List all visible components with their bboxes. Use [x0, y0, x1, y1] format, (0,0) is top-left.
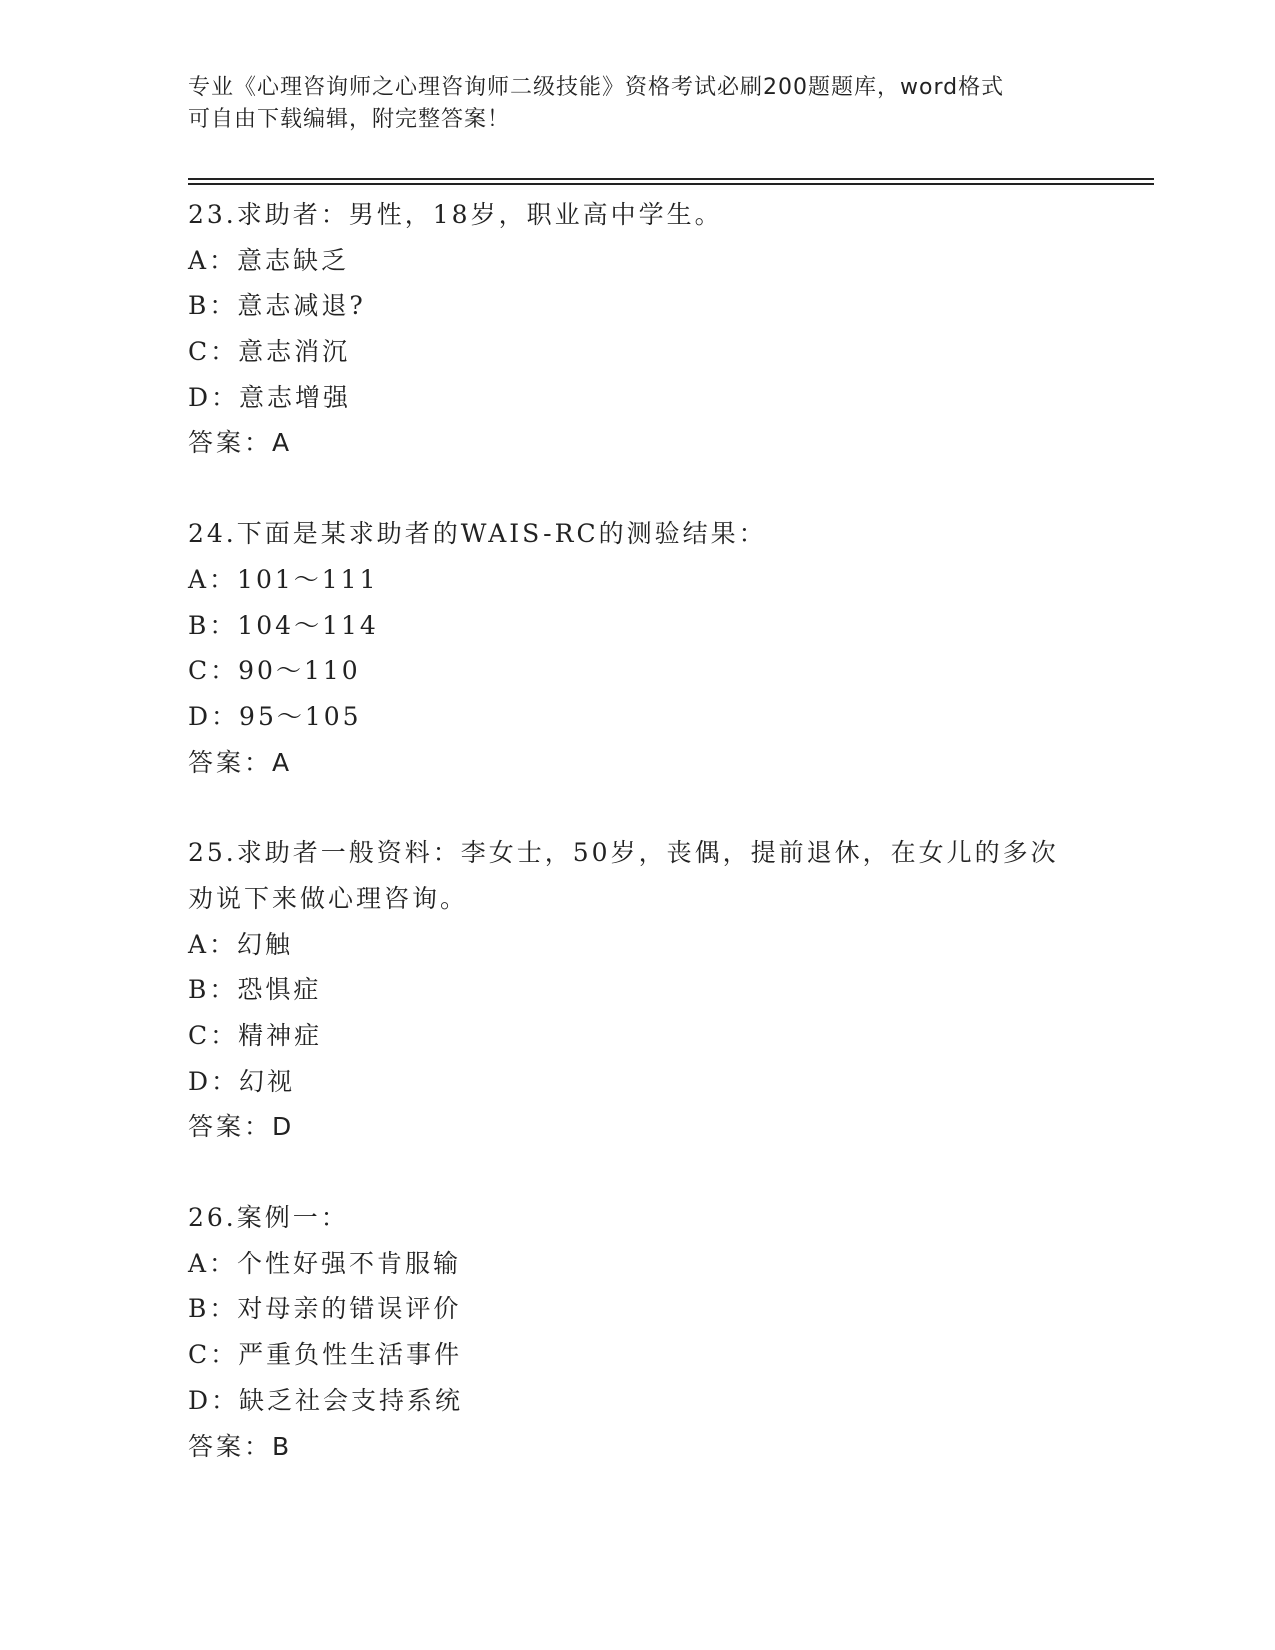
- question-stem: 23.求助者：男性，18岁，职业高中学生。: [188, 200, 723, 229]
- option-a: A：101～111: [188, 564, 379, 594]
- header-divider-bottom: [188, 183, 1154, 185]
- answer-label: 答案：: [188, 1112, 273, 1142]
- option-c: C：精神症: [188, 1021, 323, 1050]
- question-stem-continued: 劝说下来做心理咨询。: [188, 883, 469, 913]
- option-d: D：幻视: [188, 1066, 296, 1096]
- answer-line: [188, 740, 1148, 786]
- option-d: D：意志增强: [188, 382, 352, 412]
- document-header: [188, 72, 1088, 136]
- header-divider-top: [188, 178, 1154, 180]
- option-d: D：缺乏社会支持系统: [188, 1385, 464, 1415]
- header-line-2: 可自由下载编辑，附完整答案！: [188, 107, 511, 132]
- question-stem: 24.下面是某求助者的WAIS-RC的测验结果：: [188, 519, 767, 549]
- answer-value: A: [272, 747, 292, 777]
- option-b: B：意志减退?: [188, 291, 366, 321]
- answer-value: D: [272, 1112, 294, 1142]
- option-d: D：95～105: [188, 701, 362, 731]
- option-b: B：恐惧症: [188, 975, 322, 1005]
- question-stem: 25.求助者一般资料：李女士，50岁，丧偶，提前退休，在女儿的多次: [188, 838, 1059, 868]
- answer-line: [188, 1104, 1148, 1150]
- option-a: A：意志缺乏: [188, 245, 350, 275]
- question-block: [188, 1195, 1148, 1469]
- answer-value: B: [272, 1431, 292, 1461]
- answer-label: 答案：: [188, 747, 273, 777]
- option-a: A：幻触: [188, 929, 294, 959]
- answer-label: 答案：: [188, 1431, 273, 1461]
- question-list: [188, 192, 1148, 1514]
- question-stem: 26.案例一：: [188, 1203, 349, 1233]
- answer-label: 答案：: [188, 428, 273, 458]
- option-a: A：个性好强不肯服输: [188, 1248, 462, 1278]
- question-block: [188, 511, 1148, 785]
- option-c: C：严重负性生活事件: [188, 1340, 463, 1370]
- answer-value: A: [272, 428, 292, 458]
- header-line-1: 专业《心理咨询师之心理咨询师二级技能》资格考试必刷200题题库，word格式: [188, 75, 1005, 100]
- option-b: B：104～114: [188, 610, 379, 640]
- question-block: [188, 830, 1148, 1150]
- option-c: C：意志消沉: [188, 337, 351, 367]
- answer-line: [188, 420, 1148, 466]
- option-c: C：90～110: [188, 656, 361, 686]
- option-b: B：对母亲的错误评价: [188, 1294, 462, 1324]
- question-block: [188, 192, 1148, 466]
- answer-line: [188, 1424, 1148, 1470]
